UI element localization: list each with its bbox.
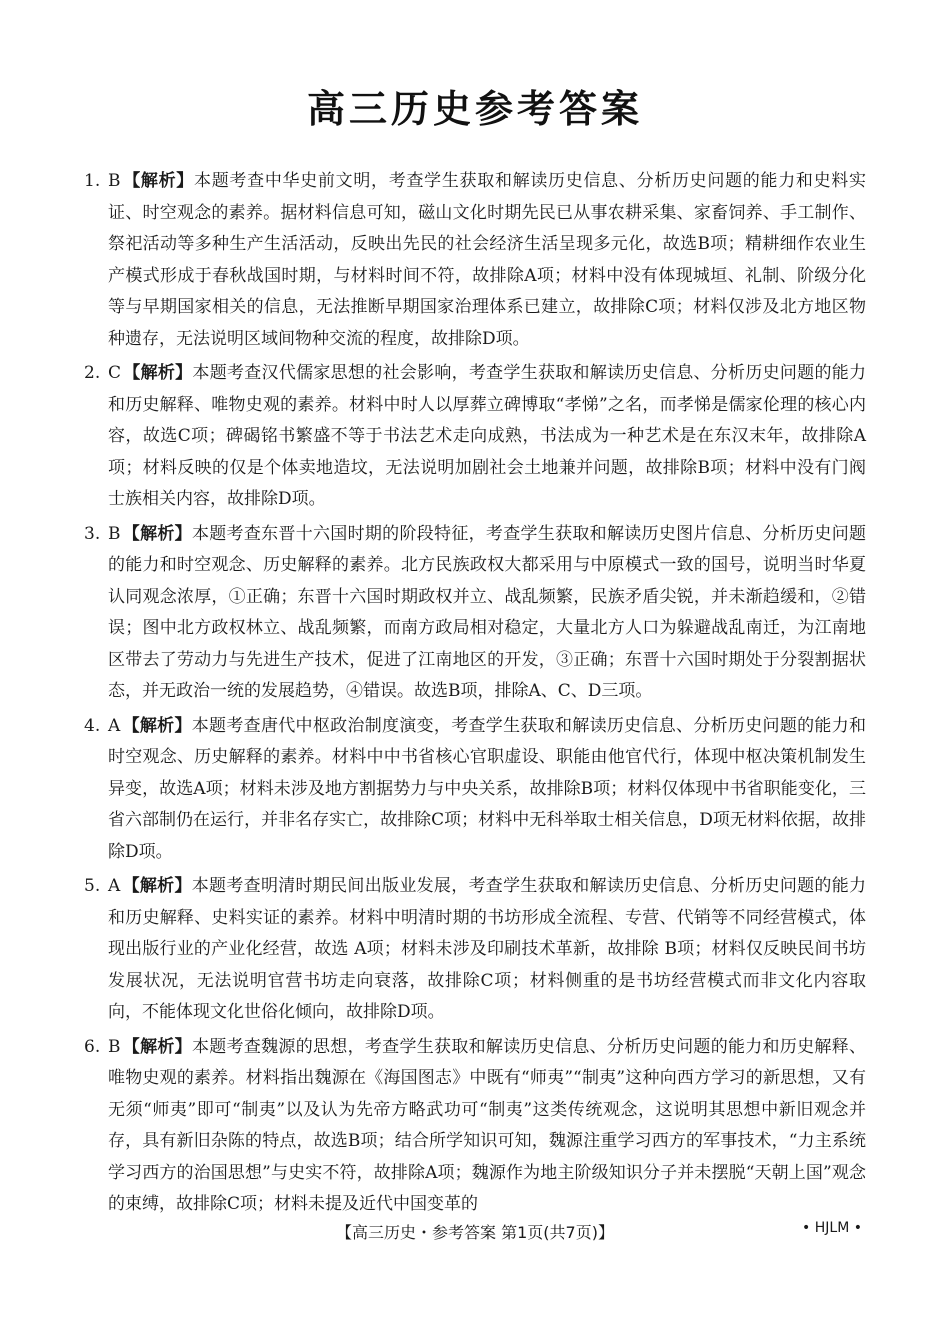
answer-item <box>84 711 866 869</box>
analysis-text: 本题考查唐代中枢政治制度演变，考查学生获取和解读历史信息、分析历史问题的能力和时空观念、历史解释的素养。材料中中书省核心官职虚设、职能由他官代行，体现中枢决策机制发生异变，故选A项；材料未涉及地方割据势力与中央关系，故排除B项；材料仅体现中书省职能变化，三省六部制仍在运行，并非名存实亡，故排除C项；材料中无科举取士相关信息，D项无材料依据，故排除D项。 <box>108 715 867 862</box>
answer-number: 5. <box>84 876 101 896</box>
answer-number: 1. <box>84 171 101 191</box>
analysis-tag: 【解析】 <box>122 523 192 544</box>
page-footer <box>0 1220 950 1250</box>
answer-choice: B <box>108 1036 121 1057</box>
answer-choice: B <box>108 171 121 191</box>
footer-page-info: 【高三历史・参考答案 第1页(共7页)】 <box>336 1223 614 1242</box>
analysis-tag: 【解析】 <box>123 363 193 383</box>
answer-choice: C <box>108 363 122 383</box>
answer-number: 3. <box>84 523 101 544</box>
answer-choice: A <box>108 876 121 896</box>
footer-code: • HJLM • <box>802 1220 862 1236</box>
analysis-text: 本题考查东晋十六国时期的阶段特征，考查学生获取和解读历史图片信息、分析历史问题的能力和时空观念、历史解释的素养。北方民族政权大都采用与中原模式一致的国号，说明当时华夏认同观念浓厚，①正确；东晋十六国时期政权并立、战乱频繁，民族矛盾尖锐，并未渐趋缓和，②错误；图中北方政权林立、战乱频繁，而南方政局相对稳定，大量北方人口为躲避战乱南迁，为江南地区带去了劳动力与先进生产技术，促进了江南地区的开发，③正确；东晋十六国时期处于分裂割据状态，并无政治一统的发展趋势，④错误。故选B项，排除A、C、D三项。 <box>108 523 867 701</box>
analysis-tag: 【解析】 <box>122 876 192 896</box>
analysis-tag: 【解析】 <box>122 1036 192 1057</box>
document-title: 高三历史参考答案 <box>306 87 643 131</box>
analysis-tag: 【解析】 <box>122 715 192 736</box>
analysis-text: 本题考查魏源的思想，考查学生获取和解读历史信息、分析历史问题的能力和历史解释、唯物史观的素养。材料指出魏源在《海国图志》中既有“师夷”“制夷”这种向西方学习的新思想，又有无须“师夷”即可“制夷”以及认为先帝方略武功可“制夷”这类传统观念，这说明其思想中新旧观念并存，具有新旧杂陈的特点，故选B项；结合所学知识可知，魏源注重学习西方的军事技术，“力主系统学习西方的治国思想”与史实不符，故排除A项；魏源作为地主阶级知识分子并未摆脱“天朝上国”观念的束缚，故排除C项；材料未提及近代中国变革的 <box>108 1036 867 1214</box>
answer-item <box>84 166 866 355</box>
answer-number: 6. <box>84 1036 101 1057</box>
answer-number: 4. <box>84 715 101 736</box>
answer-item <box>84 358 866 516</box>
answer-item <box>84 1032 866 1221</box>
analysis-text: 本题考查中华史前文明，考查学生获取和解读历史信息、分析历史问题的能力和史料实证、时空观念的素养。据材料信息可知，磁山文化时期先民已从事农耕采集、家畜饲养、手工制作、祭祀活动等多种生产生活活动，反映出先民的社会经济生活呈现多元化，故选B项；精耕细作农业生产模式形成于春秋战国时期，与材料时间不符，故排除A项；材料中没有体现城垣、礼制、阶级分化等与早期国家相关的信息，无法推断早期国家治理体系已建立，故排除C项；材料仅涉及北方地区物种遗存，无法说明区域间物种交流的程度，故排除D项。 <box>108 171 867 349</box>
answer-choice: B <box>108 523 121 544</box>
analysis-text: 本题考查汉代儒家思想的社会影响，考查学生获取和解读历史信息、分析历史问题的能力和历史解释、唯物史观的素养。材料中时人以厚葬立碑博取“孝悌”之名，而孝悌是儒家伦理的核心内容，故选C项；碑碣铭书繁盛不等于书法艺术走向成熟，书法成为一种艺术是在东汉末年，故排除A项；材料反映的仅是个体卖地造坟，无法说明加剧社会土地兼并问题，故排除B项；材料中没有门阀士族相关内容，故排除D项。 <box>108 363 867 509</box>
analysis-tag: 【解析】 <box>122 171 195 191</box>
answer-number: 2. <box>84 363 101 383</box>
answer-item <box>84 871 866 1029</box>
answer-item <box>84 519 866 708</box>
analysis-text: 本题考查明清时期民间出版业发展，考查学生获取和解读历史信息、分析历史问题的能力和历史解释、史料实证的素养。材料中明清时期的书坊形成全流程、专营、代销等不同经营模式，体现出版行业的产业化经营，故选 A项；材料未涉及印刷技术革新，故排除 B项；材料仅反映民间书坊发展状况，无法说明官营书坊走向衰落，故排除C项；材料侧重的是书坊经营模式而非文化内容取向，不能体现文化世俗化倾向，故排除D项。 <box>108 876 867 1022</box>
answer-choice: A <box>108 715 121 736</box>
answer-list <box>84 166 866 1224</box>
